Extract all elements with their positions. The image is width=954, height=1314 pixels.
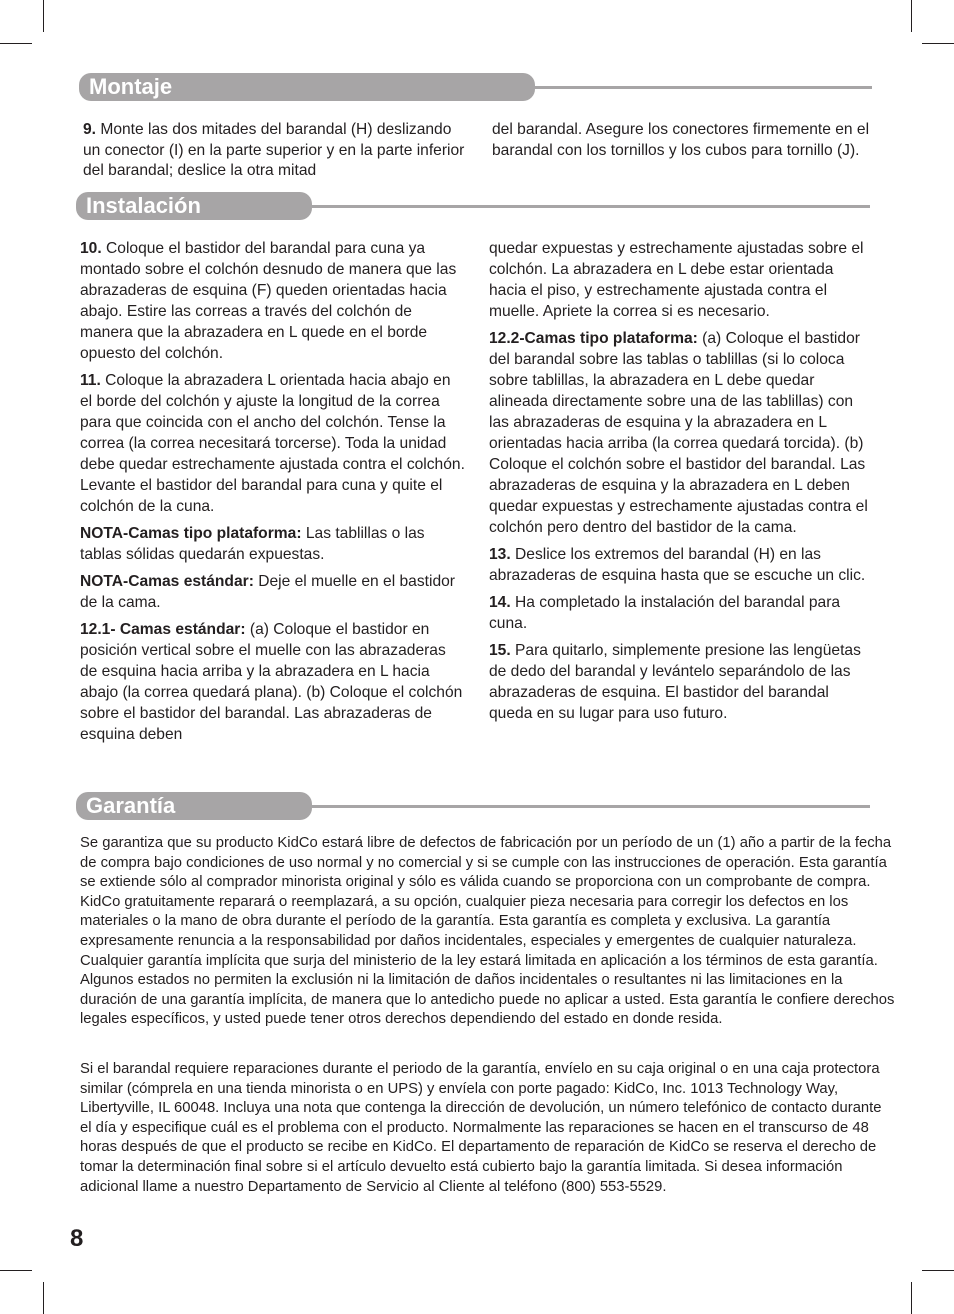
instalacion-right-column <box>489 238 871 730</box>
step-number: 15. <box>489 642 511 659</box>
step9-paragraph <box>83 120 473 182</box>
step-number: 14. <box>489 594 511 611</box>
section-title-garantia: Garantía <box>76 792 312 820</box>
step-text: Para quitarlo, simplemente presione las lengüetas de dedo del barandal y levántelo separándolo de las abrazaderas de esquina. El bastidor del barandal queda en su lugar para uso futuro. <box>489 642 861 722</box>
section-title-montaje: Montaje <box>79 73 535 101</box>
step-text: (a) Coloque el bastidor del barandal sobre las tablas o tablillas (si lo coloca sobre tablillas, la abrazadera en L debe quedar alineada directamente sobre una de las tablillas) con las abrazaderas de esquina y la abrazadera en L orientadas hacia arriba (la correa quedará torcida). (b) Coloque el colchón sobre el bastidor del barandal. Las abrazaderas de esquina y la abrazadera en L deben quedar expuestas y estrechamente ajustadas contra el colchón pero dentro del bastidor de la cama. <box>489 330 868 536</box>
nota-estandar-paragraph <box>80 571 465 613</box>
step12-1-paragraph <box>80 619 465 745</box>
crop-mark-top-right-v <box>911 0 912 32</box>
step-number: 9. <box>83 121 97 138</box>
step10-paragraph <box>80 238 465 364</box>
crop-mark-top-right-h <box>922 43 954 44</box>
step-number: 10. <box>80 240 102 257</box>
step9-right <box>492 120 872 167</box>
crop-mark-bottom-right-h <box>922 1270 954 1271</box>
crop-mark-bottom-left-h <box>0 1270 32 1271</box>
section-rule <box>531 86 872 89</box>
crop-mark-bottom-right-v <box>911 1282 912 1314</box>
step13-paragraph <box>489 544 871 586</box>
step-text: Deslice los extremos del barandal (H) en las abrazaderas de esquina hasta que se escuche un clic. <box>489 546 866 584</box>
note-text: Las tablillas o las tablas sólidas quedarán expuestas. <box>80 525 425 563</box>
step-text: Ha completado la instalación del barandal para cuna. <box>489 594 841 632</box>
step-number: 11. <box>80 372 101 389</box>
step9-left <box>83 120 473 188</box>
warranty-paragraph-2: Si el barandal requiere reparaciones durante el periodo de la garantía, envíelo en su caja original o en una caja protectora similar (cómprela en una tienda minorista o en UPS) y envíela con porte pagado: KidCo, Inc. 1013 Technology Way, Libertyville, IL 60048. Incluya una nota que contenga la dirección de devolución, un número telefónico de contacto durante el día y especifique cuál es el problema con el producto. Normalmente las reparaciones se hacen en el transcurso de 48 horas después de que el producto se recibe en KidCo. El departamento de reparación de KidCo se reserva el derecho de tomar la determinación final sobre si el artículo devuelto está cubierto bajo la garantía limitada. Si desea información adicional llame a nuestro Departamento de Servicio al Cliente al teléfono (800) 553-5529. <box>80 1061 882 1195</box>
page-number: 8 <box>70 1225 84 1252</box>
note-label: NOTA-Camas estándar: <box>80 573 254 590</box>
nota-plataforma-paragraph <box>80 523 465 565</box>
step-text: Coloque el bastidor del barandal para cuna ya montado sobre el colchón desnudo de manera que las abrazaderas de esquina (F) queden orientadas hacia abajo. Estire las correas a través del colchón de manera que la abrazadera en L quede en el borde opuesto del colchón. <box>80 240 457 362</box>
step9-continuation: del barandal. Asegure los conectores firmemente en el barandal con los tornillos y los cubos para tornillo (J). <box>492 121 870 159</box>
section-header-instalacion <box>76 192 870 220</box>
warranty-paragraph-1: Se garantiza que su producto KidCo estará libre de defectos de fabricación por un período de un (1) año a partir de la fecha de compra bajo condiciones de uso normal y no comercial y si se cumple con las instrucciones de operación. Esta garantía se extiende sólo al comprador minorista original y sólo es válida cuando se proporciona con un comprobante de compra. KidCo gratuitamente reparará o reemplazará, a su opción, cualquier pieza necesaria para corregir los defectos en los materiales o la mano de obra durante el período de la garantía. Esta garantía es completa y exclusiva. La garantía expresamente renuncia a la responsabilidad por daños incidentales, especiales y emergentes de cualquier naturaleza. Cualquier garantía implícita que surja del ministerio de la ley estará limitada en aplicación a los términos de esta garantía. Algunos estados no permiten la exclusión ni la limitación de daños incidentales o resultantes ni las limitaciones en la duración de una garantía implícita, de manera que lo antedicho puede no aplicar a usted. Esta garantía le confiere derechos legales específicos, y usted puede tener otros derechos dependiendo del estado en donde resida. <box>80 835 895 1028</box>
crop-mark-top-left-v <box>43 0 44 32</box>
step15-paragraph <box>489 640 871 724</box>
crop-mark-top-left-h <box>0 43 32 44</box>
section-rule <box>308 205 870 208</box>
step14-paragraph <box>489 592 871 634</box>
step11-paragraph <box>80 370 465 517</box>
step12-1-continuation: quedar expuestas y estrechamente ajustadas sobre el colchón. La abrazadera en L debe estar orientada hacia el piso, y estrechamente ajustada contra el muelle. Apriete la correa si es necesario. <box>489 240 864 320</box>
section-header-garantia <box>76 792 870 820</box>
step-number: 12.2-Camas tipo plataforma: <box>489 330 698 347</box>
section-rule <box>308 805 870 808</box>
step-text: Monte las dos mitades del barandal (H) deslizando un conector (I) en la parte superior y en la parte inferior del barandal; deslice la otra mitad <box>83 121 465 179</box>
step-number: 13. <box>489 546 511 563</box>
step12-2-paragraph <box>489 328 871 538</box>
section-title-instalacion: Instalación <box>76 192 312 220</box>
step-text: Coloque la abrazadera L orientada hacia abajo en el borde del colchón y ajuste la longitud de la correa para que coincida con el ancho del colchón. Tense la correa (la correa necesitará torcerse). Toda la unidad debe quedar estrechamente ajustada contra el colchón. Levante el bastidor del barandal para cuna y quite el colchón de la cuna. <box>80 372 465 515</box>
crop-mark-bottom-left-v <box>43 1282 44 1314</box>
note-label: NOTA-Camas tipo plataforma: <box>80 525 302 542</box>
section-header-montaje <box>79 73 872 101</box>
instalacion-left-column <box>80 238 465 751</box>
note-text: Deje el muelle en el bastidor de la cama. <box>80 573 455 611</box>
step-number: 12.1- Camas estándar: <box>80 621 246 638</box>
step-text: (a) Coloque el bastidor en posición vertical sobre el muelle con las abrazaderas de esquina hacia arriba y la abrazadera en L hacia abajo (la correa quedará plana). (b) Coloque el colchón sobre el bastidor del barandal. Las abrazaderas de esquina deben <box>80 621 463 743</box>
